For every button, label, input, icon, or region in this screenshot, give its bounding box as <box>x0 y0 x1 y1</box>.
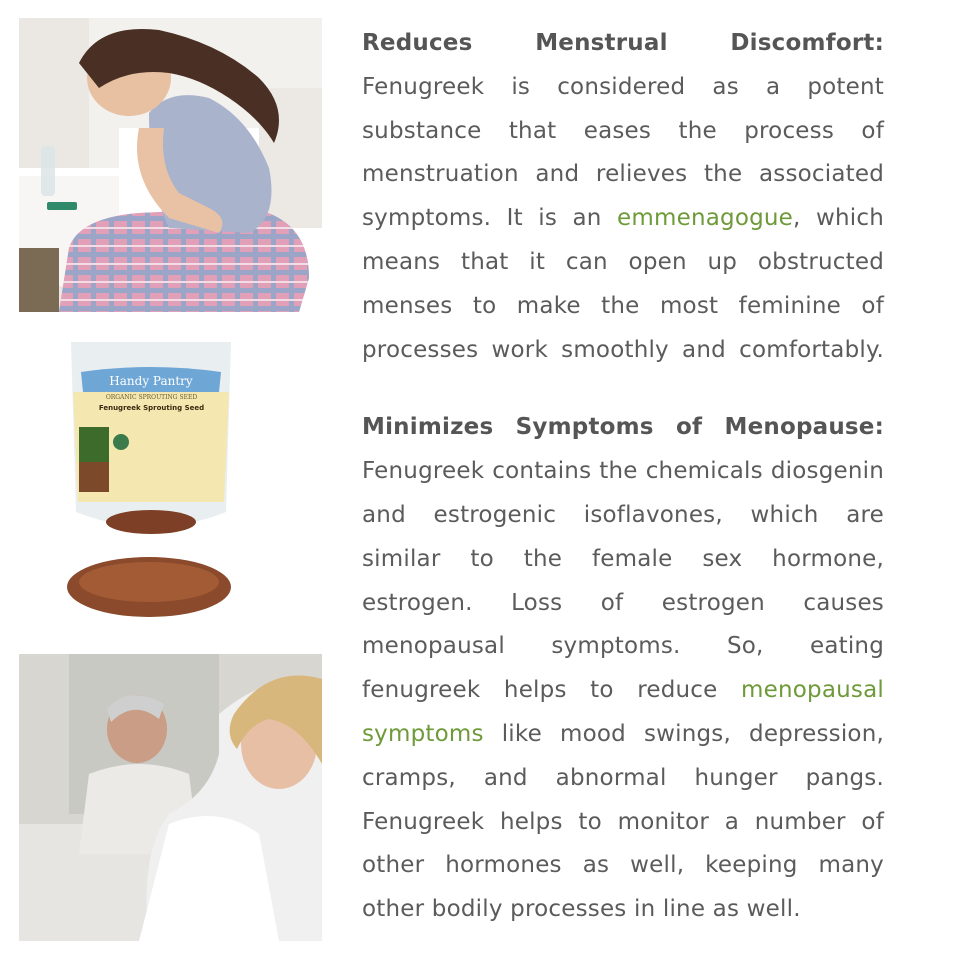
section-menstrual <box>362 22 884 372</box>
section-text: , which means that it can open up obstructed menses to make the most feminine of processes work smoothly and comfortably. <box>362 205 884 363</box>
section-text: Fenugreek contains the chemicals diosgenin and estrogenic isoflavones, which are similar to the female sex hormone, estrogen. Loss of estrogen causes menopausal symptoms. So, eating fenugreek helps to reduce <box>362 458 884 704</box>
section-heading: Minimizes Symptoms of Menopause: <box>362 414 884 441</box>
package-brand: Handy Pantry <box>109 374 193 388</box>
package-line1: ORGANIC SPROUTING SEED <box>105 394 198 401</box>
section-heading: Reduces Menstrual Discomfort: <box>362 30 884 56</box>
woman-holding-stomach-photo <box>19 18 322 312</box>
article-body <box>362 22 884 960</box>
tired-woman-photo <box>19 654 322 941</box>
menstrual-illustration <box>19 18 322 312</box>
section-text: like mood swings, depression, cramps, and abnormal hunger pangs. Fenugreek helps to monitor a number of other hormones as well, keeping many other bodily processes in line as well. <box>362 720 884 923</box>
emmenagogue-link[interactable]: emmenagogue <box>617 205 794 232</box>
fenugreek-seed-package-photo <box>31 332 268 634</box>
menopausal-symptoms-link[interactable]: menopausal symptoms <box>362 677 884 747</box>
package-line2: Fenugreek Sprouting Seed <box>98 404 205 412</box>
menopause-illustration <box>19 654 322 941</box>
section-text: Fenugreek is considered as a potent substance that eases the process of menstruation and relieves the associated symptoms. It is an <box>362 73 884 232</box>
section-menopause <box>362 406 884 932</box>
